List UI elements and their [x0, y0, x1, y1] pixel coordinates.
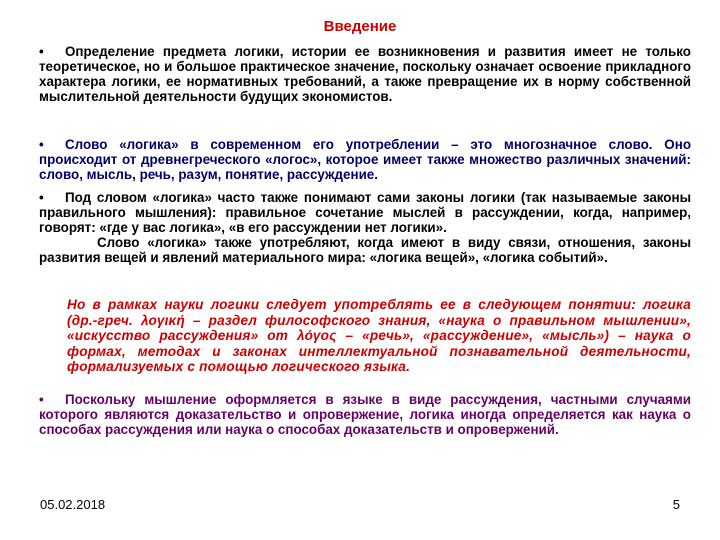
paragraph-4 [39, 297, 691, 375]
paragraph-5 [39, 392, 691, 437]
slide-title: Введение [323, 18, 397, 35]
paragraph-3-text: Под словом «логика» часто также понимают сами законы логики (так называемые законы правильного мышления): правильное сочетание мыслей в рассуждении, когда, например, говорят: «где у вас логика», «в его рассуждении нет логики». [39, 190, 691, 235]
paragraph-4-text: Но в рамках науки логики следует употреблять ее в следующем понятии: логика (др.-греч. λογική – раздел философского знания, «наука о правильном мышлении», «искусство рассуждения» от λόγος – «речь», «рассуждение», «мысль») – наука о формах, методах и законах интеллектуальной познавательной деятельности, формализуемых с помощью логического языка. [67, 297, 691, 374]
footer-date: 05.02.2018 [40, 497, 106, 512]
bullet-icon: • [39, 190, 44, 205]
paragraph-1-text: Определение предмета логики, истории ее возникновения и развития имеет не только теоретическое, но и большое практическое значение, поскольку означает освоение прикладного характера логики, ее нормативных требований, а также превращение их в норму собственной мыслительной деятельности будущих экономистов. [39, 44, 691, 104]
paragraph-3b-text: Слово «логика» также употребляют, когда имеют в виду связи, отношения, законы развития вещей и явлений материального мира: «логика вещей», «логика событий». [39, 235, 691, 265]
paragraph-2-text: Слово «логика» в современном его употреблении – это многозначное слово. Оно происходит от древнегреческого «логос», которое имеет также множество различных значений: слово, мысль, речь, разум, понятие, рассуждение. [39, 137, 691, 182]
bullet-icon: • [39, 44, 44, 59]
paragraph-2 [39, 137, 691, 182]
page-number: 5 [672, 497, 680, 512]
paragraph-5-text: Поскольку мышление оформляется в языке в виде рассуждения, частными случаями которого являются доказательство и опровержение, логика иногда определяется как наука о способах рассуждения или наука о способах доказательств и опровержений. [39, 392, 691, 437]
bullet-icon: • [39, 392, 44, 407]
bullet-icon: • [39, 137, 44, 152]
paragraph-1 [39, 44, 691, 104]
paragraph-3 [39, 190, 691, 265]
